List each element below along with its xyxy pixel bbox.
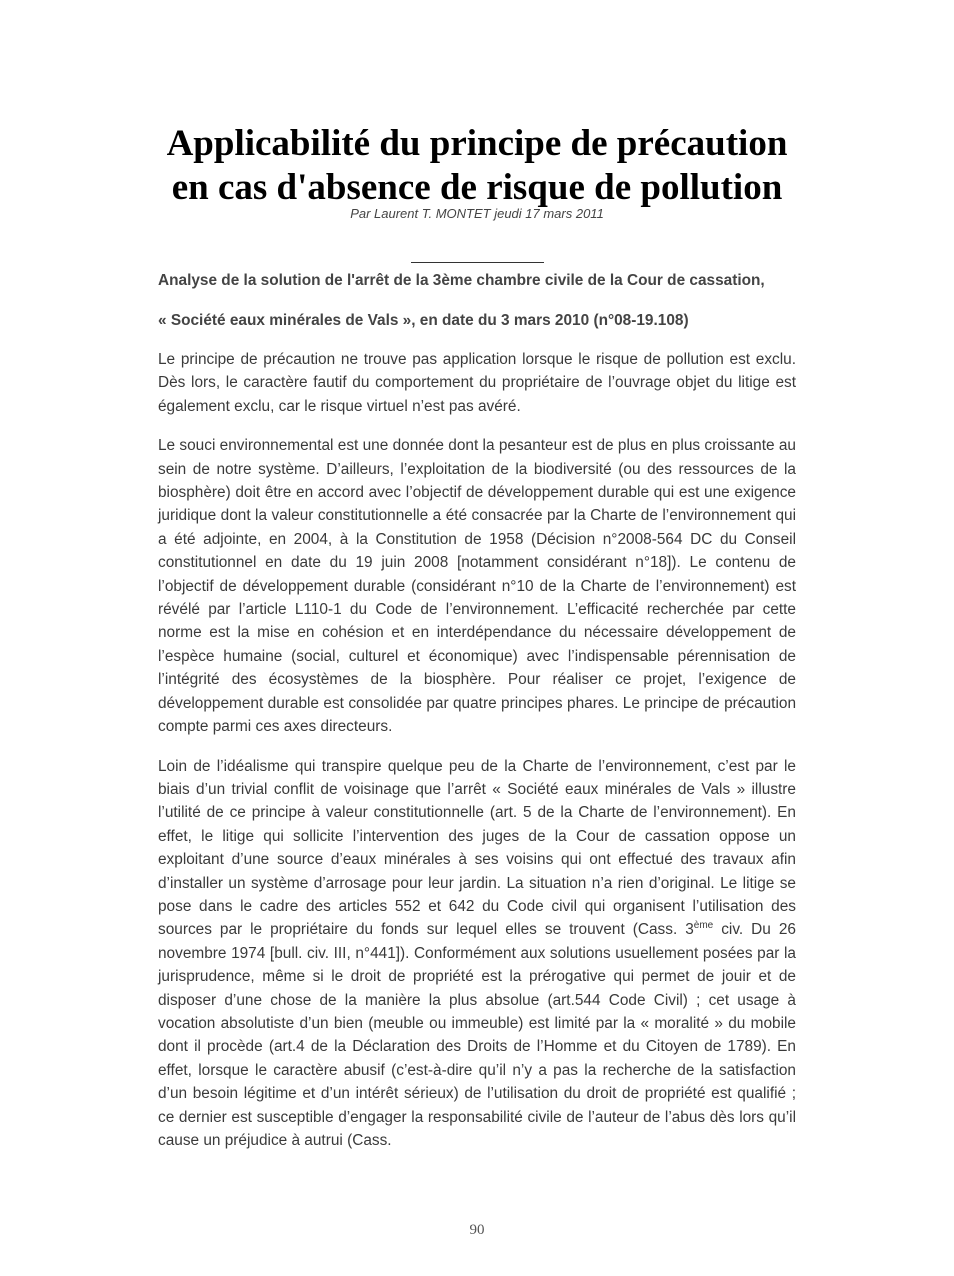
divider (411, 262, 544, 263)
paragraph-3 (158, 755, 796, 1153)
article-body (158, 268, 796, 1152)
paragraph-3-part-a: Loin de l’idéalisme qui transpire quelque peu de la Charte de l’environnement, c’est par le biais d’un trivial conflit de voisinage que l’arrêt « Société eaux minérales de Vals » illustre l’utilité de ce principe à valeur constitutionnelle (art. 5 de la Charte de l’environnement). En effet, le litige qui sollicite l’intervention des juges de la Cour de cassation oppose un exploitant d’une source d’eaux minérales à ses voisins qui ont effectué des travaux afin d’installer un système d’arrosage pour leur jardin. La situation n’a rien d’original. Le litige se pose dans le cadre des articles 552 et 642 du Code civil qui organisent l’utilisation des sources par le propriétaire du fonds sur lequel elles se trouvent (Cass. 3 (158, 757, 796, 939)
ordinal-superscript: ème (693, 920, 714, 932)
case-heading: « Société eaux minérales de Vals », en date du 3 mars 2010 (n°08-19.108) (158, 312, 689, 329)
analysis-heading: Analyse de la solution de l'arrêt de la 3ème chambre civile de la Cour de cassation, (158, 272, 765, 289)
title-line-2: en cas d'absence de risque de pollution (171, 167, 783, 208)
paragraph-1: Le principe de précaution ne trouve pas application lorsque le risque de pollution est exclu. Dès lors, le caractère fautif du comportement du propriétaire de l’ouvrage objet du litige est également exclu, car le risque virtuel n’est pas avéré. (158, 351, 796, 415)
paragraph-2: Le souci environnemental est une donnée dont la pesanteur est de plus en plus croissante au sein de notre système. D’ailleurs, l’exploitation de la biodiversité (ou des ressources de la biosphère) doit être en accord avec l’objectif de développement durable qui est une exigence juridique dont la valeur constitutionnelle a été consacrée par la Charte de l’environnement qui a été adjointe, en 2004, à la Constitution de 1958 (Décision n°2008-564 DC du Conseil constitutionnel en date du 19 juin 2008 [notamment considérant n°18]). Le contenu de l’objectif de développement durable (considérant n°10 de la Charte de l’environnement) est révélé par l’article L110-1 du Code de l’environnement. L’efficacité recherchée par cette norme est la mise en cohésion et en interdépendance du nécessaire développement de l’espèce humaine (social, culturel et économique) avec l’indispensable pérennisation de l’intégrité des écosystèmes de la biosphère. Pour réaliser ce projet, l’exigence de développement durable est consolidée par quatre principes phares. Le principe de précaution compte parmi ces axes directeurs. (158, 437, 796, 736)
byline: Par Laurent T. MONTET jeudi 17 mars 2011 (350, 206, 604, 221)
article-title (0, 122, 954, 210)
paragraph-3-part-b: civ. Du 26 novembre 1974 [bull. civ. III, n°441]). Conformément aux solutions usuellement posées par la jurisprudence, même si le droit de propriété est la prérogative qui permet de jouir et de disposer d’une chose de la manière la plus absolue (art.544 Code Civil) ; cet usage à vocation absolutiste d’un bien (meuble ou immeuble) est limité par la « moralité » du mobile dont il procède (art.4 de la Déclaration des Droits de l’Homme et du Citoyen de 1789). En effet, lorsque le caractère abusif (c’est-à-dire qu’il n’y a pas la recherche de la satisfaction d’un besoin légitime et d’un intérêt sérieux) de l’utilisation du droit de propriété est qualifié ; ce dernier est susceptible d’engager la responsabilité civile de l’auteur de l’abus dès lors qu’il cause un préjudice à autrui (Cass. (158, 921, 796, 1149)
page-number: 90 (469, 1222, 485, 1238)
title-line-1: Applicabilité du principe de précaution (166, 123, 788, 164)
